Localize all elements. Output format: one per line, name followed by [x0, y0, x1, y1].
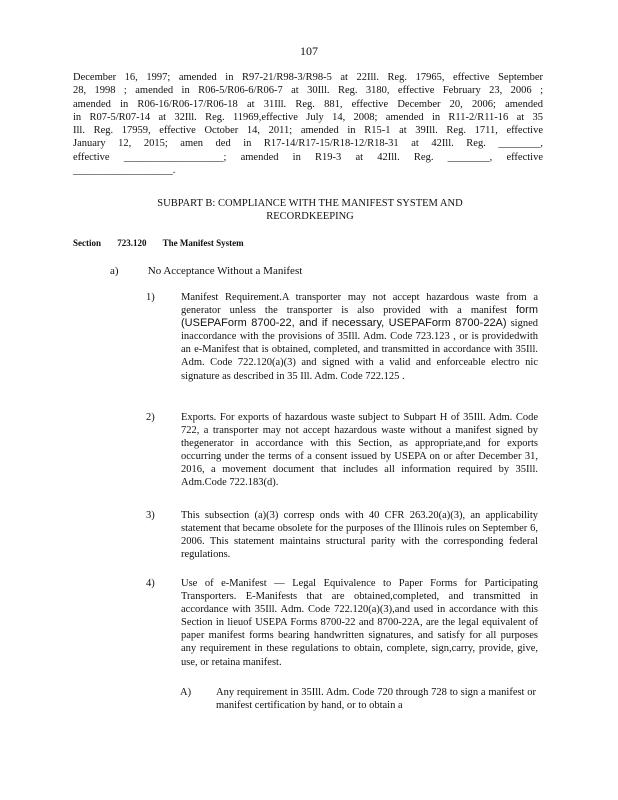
history-line: ___________________. [73, 165, 176, 177]
history-line: December 16, 1997; amended in R97-21/R98-3/R98-5 at 22Ill. Reg. 17965, effective September [73, 72, 543, 83]
subsection-a [110, 265, 302, 277]
section-heading [73, 238, 258, 248]
paragraph-number: 1) [146, 292, 155, 303]
paragraph-text-emphasis: form (USEPAForm 8700-22, and if necessary, USEPAForm 8700-22A) [181, 304, 538, 330]
subparagraph-text: Any requirement in 35Ill. Adm. Code 720 through 728 to sign a manifest or manifest certification by hand, or to obtain a [216, 687, 536, 712]
subpart-heading-line1: SUBPART B: COMPLIANCE WITH THE MANIFEST SYSTEM AND [157, 198, 463, 209]
paragraph-text-part: Manifest Requirement.A transporter may not accept hazardous waste from a generator unless the transporter is also provided with a manifest [181, 292, 538, 317]
paragraph-text [181, 291, 538, 383]
section-title: The Manifest System [162, 238, 244, 248]
history-note [73, 71, 543, 177]
history-line: 28, 1998 ; amended in R06-5/R06-6/R06-7 at 30Ill. Reg. 3180, effective February 23, 2006 ; [73, 85, 543, 97]
subpart-heading-line2: RECORDKEEPING [266, 211, 354, 222]
paragraph-text-part: signed inaccordance with the provisions of 35Ill. Adm. Code 723.123 , or is providedwith an e-Manifest that is obtained, completed, and transmitted in accordance with 35Ill. Adm. Code 722.120(a)(3) and signed with a valid and enforceable electro nic signature as described in 35 Ill. Adm. Code 722.125 . [181, 318, 538, 382]
page-number: 107 [300, 44, 318, 58]
paragraph-text: This subsection (a)(3) corresp onds with 40 CFR 263.20(a)(3), an applicability statement that became obsolete for the purposes of the Illinois rules on September 6, 2006. This statement maintains structural parity with the corresponding federal regulations. [181, 510, 538, 561]
paragraph-number: 3) [146, 510, 155, 521]
subparagraph-number: A) [180, 687, 192, 698]
history-line: Ill. Reg. 17959, effective October 14, 2011; amended in R15-1 at 39Ill. Reg. 1711, effective [73, 125, 543, 137]
subsection-a-label: a) [110, 265, 119, 277]
history-line: amended in R06-16/R06-17/R06-18 at 31Ill. Reg. 881, effective December 20, 2006; amended [73, 98, 543, 110]
subsection-a-title: No Acceptance Without a Manifest [147, 265, 303, 277]
paragraph-text: Use of e-Manifest — Legal Equivalence to Paper Forms for Participating Transporters. E-Manifests that are obtained,completed, and transmitted in accordance with 35Ill. Adm. Code 722.120(a)(3),and used in accordance with this Section in lieuof USEPA Forms 8700-22 and 8700-22A, are the legal equivalent of paper manifest forms bearing handwritten signatures, and satisfy for all purposes any requirement in these regulations to obtain, complete, sign,carry, provide, give, use, or retaina manifest. [181, 578, 538, 668]
section-number: 723.120 [117, 238, 147, 248]
paragraph-number: 4) [146, 578, 155, 589]
history-line: January 12, 2015; amen ded in R17-14/R17-15/R18-12/R18-31 at 42Ill. Reg. ________, [73, 138, 543, 150]
history-line: in R07-5/R07-14 at 32Ill. Reg. 11969,effective July 14, 2008; amended in R11-2/R11-16 at 35 [73, 111, 543, 123]
history-line: effective ___________________; amended in R19-3 at 42Ill. Reg. ________, effective [73, 151, 543, 163]
paragraph-text: Exports. For exports of hazardous waste subject to Subpart H of 35Ill. Adm. Code 722, a transporter may not accept hazardous waste without a manifest signed by thegenerator in accordance with this Section, as appropriate,and for exports occurring under the terms of a consent issued by USEPA on or after December 31, 2016, a movement document that includes all information required by 35Ill. Adm.Code 722.183(d). [181, 412, 538, 489]
subpart-heading [120, 197, 500, 223]
section-label: Section [73, 238, 101, 248]
paragraph-number: 2) [146, 412, 155, 423]
